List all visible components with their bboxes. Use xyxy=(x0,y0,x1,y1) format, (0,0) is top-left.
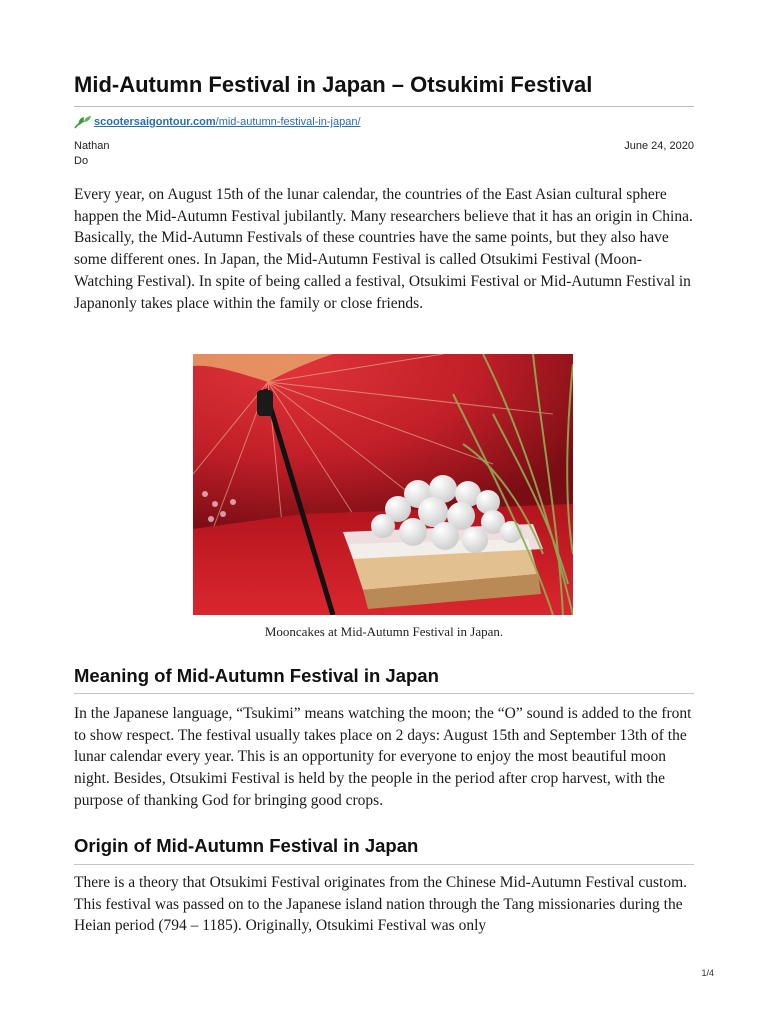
intro-paragraph: Every year, on August 15th of the lunar calendar, the countries of the East Asian cultural sphere happen the Mid-Autumn Festival jubilantly. Many researchers believe that it has an origin in China. Basically, the Mid-Autumn Festivals of these countries have the same points, but they also have some different ones. In Japan, the Mid-Autumn Festival is called Otsukimi Festival (Moon-Watching Festival). In spite of being called a festival, Otsukimi Festival or Mid-Autumn Festival in Japanonly takes place within the family or close friends. xyxy=(74,186,693,312)
article-title: Mid-Autumn Festival in Japan – Otsukimi Festival xyxy=(74,72,593,97)
author xyxy=(74,139,134,169)
section-heading-origin: Origin of Mid-Autumn Festival in Japan xyxy=(74,835,419,856)
section-divider xyxy=(74,864,694,865)
mooncake-photo-illustration xyxy=(193,354,573,615)
author-first-name: Nathan xyxy=(74,140,110,152)
photo-caption: Mooncakes at Mid-Autumn Festival in Japan. xyxy=(264,624,504,639)
page-number: 1/4 xyxy=(701,968,714,978)
festival-photo xyxy=(193,354,573,615)
source-link[interactable] xyxy=(74,114,361,130)
section-divider xyxy=(74,693,694,694)
publish-date: June 24, 2020 xyxy=(624,140,694,152)
author-last-name: Do xyxy=(74,155,89,167)
title-divider xyxy=(74,106,694,107)
origin-paragraph: There is a theory that Otsukimi Festival originates from the Chinese Mid-Autumn Festival custom. This festival was passed on to the Japanese island nation through the Tang missionaries during the Heian period (794 – 1185). Originally, Otsukimi Festival was only xyxy=(74,874,688,935)
section-heading-meaning: Meaning of Mid-Autumn Festival in Japan xyxy=(74,665,439,686)
meaning-paragraph: In the Japanese language, “Tsukimi” means watching the moon; the “O” sound is added to the front to show respect. The festival usually takes place on 2 days: August 15th and September 13th of the lunar calendar every year. This is an opportunity for everyone to enjoy the most beautiful moon night. Besides, Otsukimi Festival is held by the people in the period after crop harvest, with the purpose of thanking God for bringing good crops. xyxy=(74,705,692,809)
source-path[interactable]: /mid-autumn-festival-in-japan/ xyxy=(215,116,361,128)
source-domain[interactable]: scootersaigontour.com xyxy=(94,116,216,128)
leaf-icon xyxy=(74,115,92,129)
